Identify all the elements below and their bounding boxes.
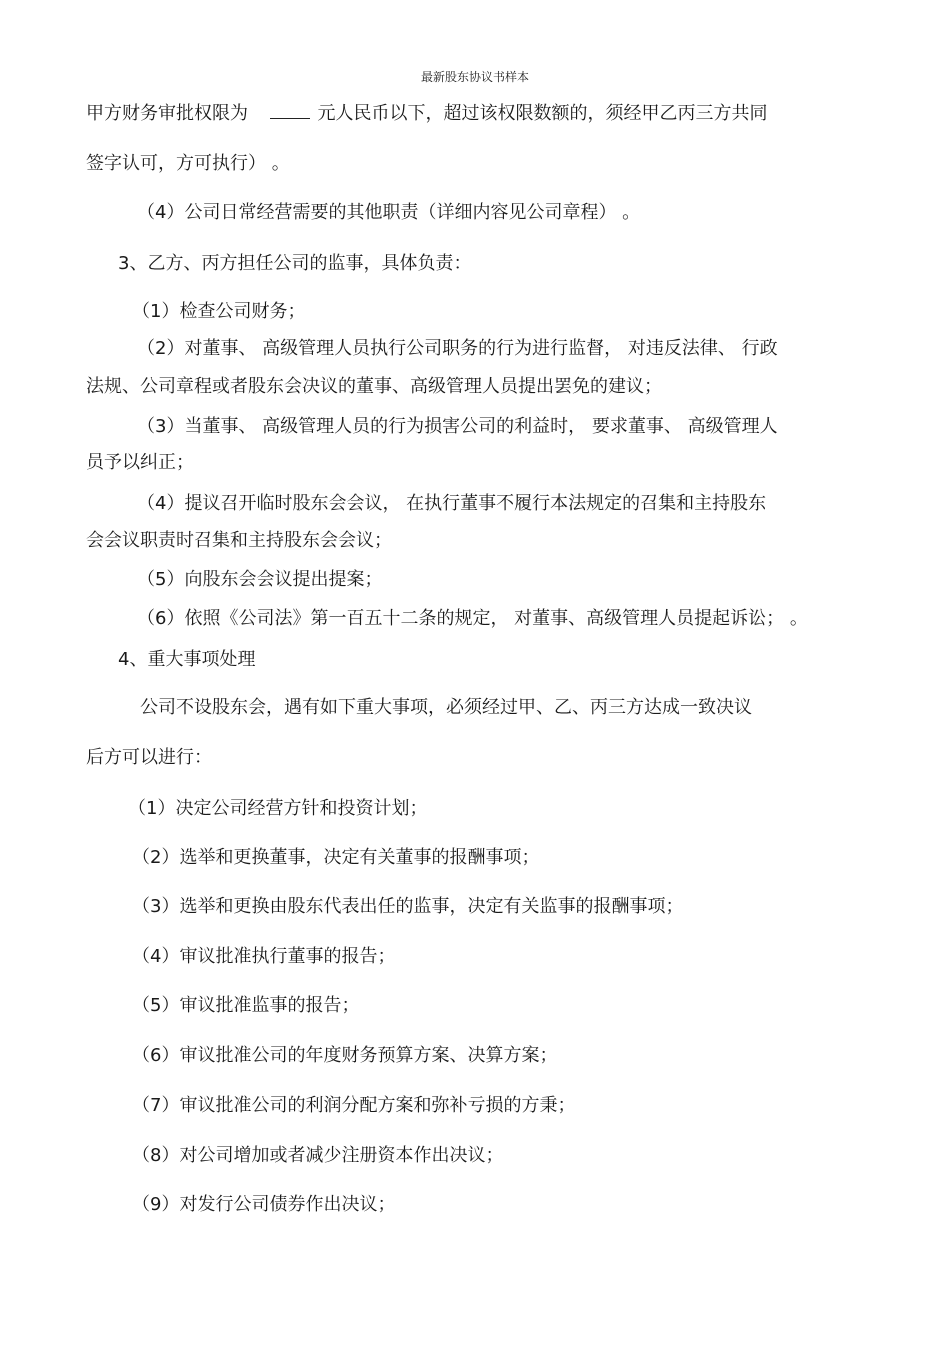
paragraph-line: （2）选举和更换董事，决定有关董事的报酬事项；	[132, 847, 540, 868]
text-segment: 元人民币以下，超过该权限数额的，须经甲乙丙三方共同	[317, 103, 768, 124]
paragraph-line: 3、乙方、丙方担任公司的监事，具体负责：	[118, 253, 472, 274]
paragraph-line: （3）当董事、 高级管理人员的行为损害公司的利益时， 要求董事、 高级管理人	[137, 416, 778, 437]
paragraph-line: 后方可以进行：	[86, 747, 212, 768]
paragraph-line: （5）向股东会会议提出提案；	[137, 569, 383, 590]
paragraph-line: （4）公司日常经营需要的其他职责（详细内容见公司章程） 。	[137, 202, 641, 223]
paragraph-line: 签字认可，方可执行） 。	[86, 153, 290, 174]
paragraph-line: （5）审议批准监事的报告；	[132, 995, 360, 1016]
paragraph-line: （8）对公司增加或者减少注册资本作出决议；	[132, 1145, 504, 1166]
paragraph-line: （1）检查公司财务；	[132, 301, 306, 322]
paragraph-line: （4）审议批准执行董事的报告；	[132, 946, 396, 967]
paragraph-line: 会会议职责时召集和主持股东会会议；	[86, 530, 392, 551]
paragraph-line: （6）审议批准公司的年度财务预算方案、决算方案；	[132, 1045, 558, 1066]
paragraph-line: （2）对董事、 高级管理人员执行公司职务的行为进行监督， 对违反法律、 行政	[137, 338, 778, 359]
paragraph-line: 法规、公司章程或者股东会决议的董事、高级管理人员提出罢免的建议；	[86, 376, 662, 397]
paragraph-line: 公司不设股东会，遇有如下重大事项，必须经过甲、乙、丙三方达成一致决议	[140, 697, 752, 718]
paragraph-line: 员予以纠正；	[86, 452, 194, 473]
paragraph-line: （1）决定公司经营方针和投资计划；	[128, 798, 428, 819]
paragraph-line: （4）提议召开临时股东会会议， 在执行董事不履行本法规定的召集和主持股东	[137, 493, 767, 514]
paragraph-line: （7）审议批准公司的利润分配方案和弥补亏损的方秉；	[132, 1095, 576, 1116]
blank-underline	[270, 100, 310, 119]
paragraph-line: （3）选举和更换由股东代表出任的监事，决定有关监事的报酬事项；	[132, 896, 684, 917]
text-segment: 甲方财务审批权限为	[86, 103, 248, 124]
paragraph-line: 4、重大事项处理	[118, 649, 256, 670]
paragraph-line: （9）对发行公司债券作出决议；	[132, 1194, 396, 1215]
paragraph-line	[86, 100, 767, 126]
paragraph-line: （6）依照《公司法》第一百五十二条的规定， 对董事、高级管理人员提起诉讼； 。	[137, 608, 808, 629]
page-header: 最新股东协议书样本	[420, 70, 529, 84]
